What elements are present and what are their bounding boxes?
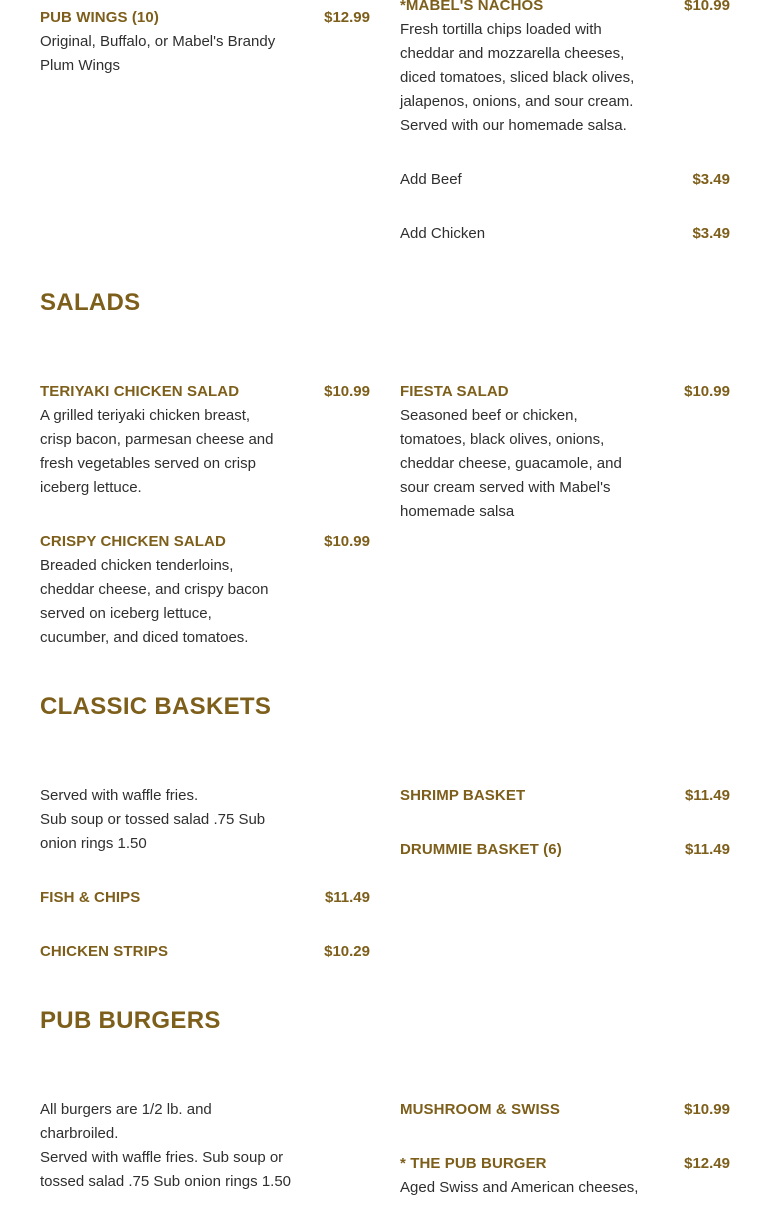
desc-line: diced tomatoes, sliced black olives, xyxy=(400,69,635,86)
desc-line: Aged Swiss and American cheeses, xyxy=(400,1179,639,1196)
desc-line: served on iceberg lettuce, xyxy=(40,605,212,622)
desc-line: Plum Wings xyxy=(40,57,121,74)
desc-line: Served with our homemade salsa. xyxy=(400,117,627,134)
note-line: All burgers are 1/2 lb. and xyxy=(40,1101,212,1118)
item-price: $11.49 xyxy=(684,787,730,804)
desc-line: Seasoned beef or chicken, xyxy=(400,407,578,424)
addon-label: Add Beef xyxy=(400,171,462,188)
desc-line: Original, Buffalo, or Mabel's Brandy xyxy=(40,33,276,50)
desc-line: fresh vegetables served on crisp xyxy=(40,455,256,472)
desc-line: cucumber, and diced tomatoes. xyxy=(40,629,249,646)
item-name: PUB WINGS (10) xyxy=(40,9,159,26)
desc-line: A grilled teriyaki chicken breast, xyxy=(40,407,251,424)
item-price: $11.49 xyxy=(324,889,370,906)
burgers-note xyxy=(40,1098,291,1194)
item-name: FIESTA SALAD xyxy=(400,383,509,400)
baskets-note xyxy=(40,784,265,856)
desc-line: Breaded chicken tenderloins, xyxy=(40,557,234,574)
section-title-classic-baskets: CLASSIC BASKETS xyxy=(40,693,272,720)
desc-line: crisp bacon, parmesan cheese and xyxy=(40,431,274,448)
desc-line: cheddar and mozzarella cheeses, xyxy=(400,45,625,62)
item-price: $10.99 xyxy=(684,383,730,400)
section-title-salads: SALADS xyxy=(40,289,141,316)
item-name: TERIYAKI CHICKEN SALAD xyxy=(40,383,240,400)
item-name: MUSHROOM & SWISS xyxy=(400,1101,560,1118)
item-price: $10.99 xyxy=(684,0,730,14)
desc-line: Fresh tortilla chips loaded with xyxy=(400,21,602,38)
desc-line: tomatoes, black olives, onions, xyxy=(400,431,605,448)
note-line: Served with waffle fries. Sub soup or xyxy=(40,1149,284,1166)
note-line: onion rings 1.50 xyxy=(40,835,147,852)
item-price: $10.99 xyxy=(324,533,370,550)
item-description xyxy=(400,18,634,138)
item-price: $10.29 xyxy=(324,943,370,960)
section-title-pub-burgers: PUB BURGERS xyxy=(40,1007,221,1034)
desc-line: cheddar cheese, guacamole, and xyxy=(400,455,622,472)
item-price: $10.99 xyxy=(684,1101,730,1118)
note-line: Served with waffle fries. xyxy=(40,787,199,804)
addon-price: $3.49 xyxy=(692,225,730,242)
item-description xyxy=(40,404,273,500)
item-price: $11.49 xyxy=(684,841,730,858)
note-line: tossed salad .75 Sub onion rings 1.50 xyxy=(40,1173,292,1190)
desc-line: jalapenos, onions, and sour cream. xyxy=(400,93,634,110)
item-name: CRISPY CHICKEN SALAD xyxy=(40,533,226,550)
item-price: $10.99 xyxy=(324,383,370,400)
item-name: DRUMMIE BASKET (6) xyxy=(400,841,562,858)
item-description xyxy=(400,404,622,524)
desc-line: sour cream served with Mabel's xyxy=(400,479,611,496)
item-description xyxy=(400,1176,638,1200)
item-name: * THE PUB BURGER xyxy=(400,1155,547,1172)
desc-line: homemade salsa xyxy=(400,503,515,520)
item-name: SHRIMP BASKET xyxy=(400,787,526,804)
item-name: FISH & CHIPS xyxy=(40,889,141,906)
item-name: CHICKEN STRIPS xyxy=(40,943,169,960)
note-line: charbroiled. xyxy=(40,1125,119,1142)
desc-line: cheddar cheese, and crispy bacon xyxy=(40,581,269,598)
item-name: *MABEL'S NACHOS xyxy=(400,0,544,14)
note-line: Sub soup or tossed salad .75 Sub xyxy=(40,811,266,828)
item-description xyxy=(40,30,275,78)
item-price: $12.99 xyxy=(324,9,370,26)
item-price: $12.49 xyxy=(684,1155,730,1172)
addon-price: $3.49 xyxy=(692,171,730,188)
item-description xyxy=(40,554,268,650)
desc-line: iceberg lettuce. xyxy=(40,479,142,496)
addon-label: Add Chicken xyxy=(400,225,486,242)
